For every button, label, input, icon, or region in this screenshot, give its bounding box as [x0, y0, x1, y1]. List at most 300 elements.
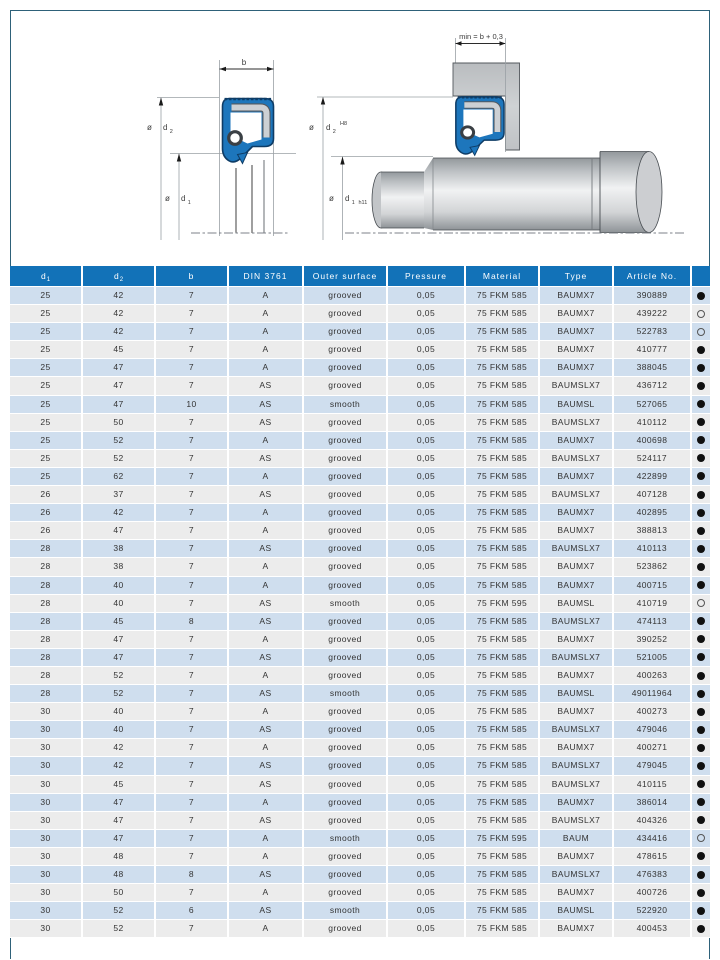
cell-availability	[692, 558, 710, 576]
cell-pressure: 0,05	[388, 721, 466, 739]
cell-d1: 25	[10, 450, 83, 468]
cell-outer-surface: grooved	[304, 414, 388, 432]
cell-availability	[692, 830, 710, 848]
col-header-pressure: Pressure	[388, 266, 466, 287]
cell-d2: 42	[83, 757, 156, 775]
cell-material: 75 FKM 585	[466, 866, 540, 884]
cell-material: 75 FKM 585	[466, 721, 540, 739]
cell-type: BAUMX7	[540, 305, 614, 323]
cell-b: 7	[156, 703, 229, 721]
cell-availability	[692, 631, 710, 649]
cell-d1: 30	[10, 721, 83, 739]
cell-pressure: 0,05	[388, 432, 466, 450]
cell-din-3761: A	[229, 577, 304, 595]
cell-pressure: 0,05	[388, 757, 466, 775]
cell-article-no: 390889	[614, 287, 692, 305]
cell-type: BAUMX7	[540, 848, 614, 866]
cell-availability	[692, 794, 710, 812]
cell-outer-surface: grooved	[304, 667, 388, 685]
cell-d2: 52	[83, 667, 156, 685]
cell-pressure: 0,05	[388, 450, 466, 468]
cell-article-no: 522920	[614, 902, 692, 920]
cell-d1: 25	[10, 468, 83, 486]
cell-article-no: 410777	[614, 341, 692, 359]
cell-d2: 40	[83, 577, 156, 595]
cell-d1: 30	[10, 739, 83, 757]
availability-dot-icon	[697, 907, 705, 915]
availability-dot-icon	[697, 545, 705, 553]
cell-type: BAUMX7	[540, 920, 614, 938]
cell-material: 75 FKM 585	[466, 757, 540, 775]
cell-d1: 25	[10, 414, 83, 432]
cell-din-3761: A	[229, 341, 304, 359]
cell-d2: 47	[83, 359, 156, 377]
cell-din-3761: A	[229, 522, 304, 540]
cell-d1: 28	[10, 649, 83, 667]
cell-b: 7	[156, 776, 229, 794]
cell-type: BAUMSLX7	[540, 486, 614, 504]
cell-din-3761: A	[229, 558, 304, 576]
cell-b: 7	[156, 305, 229, 323]
cell-material: 75 FKM 585	[466, 703, 540, 721]
cell-type: BAUMX7	[540, 577, 614, 595]
cell-article-no: 402895	[614, 504, 692, 522]
cell-d2: 40	[83, 721, 156, 739]
cell-d1: 30	[10, 812, 83, 830]
cell-availability	[692, 341, 710, 359]
col-header-d2: $d_2$	[83, 266, 156, 287]
cell-article-no: 479046	[614, 721, 692, 739]
cell-type: BAUMSL	[540, 685, 614, 703]
availability-dot-icon	[697, 780, 705, 788]
cell-b: 7	[156, 812, 229, 830]
cell-b: 7	[156, 486, 229, 504]
cell-article-no: 410719	[614, 595, 692, 613]
cell-pressure: 0,05	[388, 341, 466, 359]
col-header-type: Type	[540, 266, 614, 287]
cell-d1: 25	[10, 323, 83, 341]
cell-article-no: 410112	[614, 414, 692, 432]
col-header-availability	[692, 266, 710, 287]
cell-article-no: 524117	[614, 450, 692, 468]
cell-d2: 47	[83, 396, 156, 414]
cell-material: 75 FKM 585	[466, 396, 540, 414]
cell-availability	[692, 757, 710, 775]
cell-pressure: 0,05	[388, 920, 466, 938]
cell-outer-surface: grooved	[304, 432, 388, 450]
cell-d1: 30	[10, 920, 83, 938]
cell-b: 7	[156, 920, 229, 938]
cell-availability	[692, 812, 710, 830]
cell-material: 75 FKM 585	[466, 848, 540, 866]
table-row	[10, 486, 710, 504]
cell-outer-surface: grooved	[304, 739, 388, 757]
cell-d2: 47	[83, 830, 156, 848]
availability-dot-icon	[697, 310, 705, 318]
cell-b: 7	[156, 450, 229, 468]
availability-dot-icon	[697, 436, 705, 444]
cell-d2: 40	[83, 595, 156, 613]
cell-d2: 50	[83, 884, 156, 902]
cell-article-no: 388813	[614, 522, 692, 540]
cell-din-3761: AS	[229, 866, 304, 884]
availability-dot-icon	[697, 581, 705, 589]
cell-pressure: 0,05	[388, 649, 466, 667]
cell-pressure: 0,05	[388, 595, 466, 613]
cell-b: 7	[156, 631, 229, 649]
cell-d1: 28	[10, 558, 83, 576]
availability-dot-icon	[697, 382, 705, 390]
table-row	[10, 377, 710, 395]
cell-d2: 42	[83, 739, 156, 757]
cell-pressure: 0,05	[388, 613, 466, 631]
cell-pressure: 0,05	[388, 794, 466, 812]
cell-type: BAUMSLX7	[540, 812, 614, 830]
cell-d2: 48	[83, 848, 156, 866]
cell-din-3761: A	[229, 468, 304, 486]
table-row	[10, 848, 710, 866]
cell-d1: 30	[10, 848, 83, 866]
cell-d2: 45	[83, 341, 156, 359]
cell-b: 7	[156, 323, 229, 341]
cell-type: BAUM	[540, 830, 614, 848]
cell-din-3761: AS	[229, 450, 304, 468]
cell-din-3761: AS	[229, 649, 304, 667]
availability-dot-icon	[697, 509, 705, 517]
table-row	[10, 920, 710, 938]
cell-d2: 47	[83, 377, 156, 395]
cell-b: 7	[156, 341, 229, 359]
cell-pressure: 0,05	[388, 703, 466, 721]
availability-dot-icon	[697, 292, 705, 300]
table-row	[10, 414, 710, 432]
cell-outer-surface: grooved	[304, 522, 388, 540]
cell-type: BAUMX7	[540, 341, 614, 359]
cell-pressure: 0,05	[388, 577, 466, 595]
cell-b: 8	[156, 613, 229, 631]
cell-type: BAUMSLX7	[540, 721, 614, 739]
cell-material: 75 FKM 585	[466, 486, 540, 504]
cell-article-no: 400263	[614, 667, 692, 685]
cell-article-no: 386014	[614, 794, 692, 812]
cell-pressure: 0,05	[388, 685, 466, 703]
cell-availability	[692, 613, 710, 631]
cell-article-no: 410115	[614, 776, 692, 794]
cell-outer-surface: grooved	[304, 468, 388, 486]
cell-type: BAUMSL	[540, 902, 614, 920]
table-row	[10, 667, 710, 685]
cell-din-3761: AS	[229, 377, 304, 395]
cell-pressure: 0,05	[388, 776, 466, 794]
cell-type: BAUMX7	[540, 359, 614, 377]
cell-b: 7	[156, 649, 229, 667]
cell-outer-surface: grooved	[304, 558, 388, 576]
availability-dot-icon	[697, 798, 705, 806]
cell-availability	[692, 866, 710, 884]
cell-b: 7	[156, 830, 229, 848]
cell-din-3761: AS	[229, 812, 304, 830]
cell-d2: 47	[83, 631, 156, 649]
cell-type: BAUMX7	[540, 739, 614, 757]
cell-availability	[692, 396, 710, 414]
cell-type: BAUMSL	[540, 595, 614, 613]
availability-dot-icon	[697, 617, 705, 625]
cell-b: 7	[156, 721, 229, 739]
col-header-article-no: Article No.	[614, 266, 692, 287]
cell-outer-surface: grooved	[304, 341, 388, 359]
cell-material: 75 FKM 585	[466, 812, 540, 830]
cell-b: 7	[156, 595, 229, 613]
cell-outer-surface: grooved	[304, 884, 388, 902]
cell-type: BAUMX7	[540, 703, 614, 721]
cell-d1: 28	[10, 685, 83, 703]
cell-din-3761: A	[229, 884, 304, 902]
cell-outer-surface: grooved	[304, 757, 388, 775]
cell-availability	[692, 884, 710, 902]
cell-d1: 25	[10, 341, 83, 359]
cell-material: 75 FKM 585	[466, 920, 540, 938]
table-row	[10, 522, 710, 540]
cell-b: 7	[156, 739, 229, 757]
cell-d1: 30	[10, 830, 83, 848]
dim-label-d2-H8: ø d $_2$ $^{H8}$	[309, 121, 348, 135]
cell-d1: 28	[10, 595, 83, 613]
cell-pressure: 0,05	[388, 848, 466, 866]
cell-material: 75 FKM 585	[466, 323, 540, 341]
availability-dot-icon	[697, 563, 705, 571]
cell-material: 75 FKM 595	[466, 595, 540, 613]
cell-availability	[692, 504, 710, 522]
availability-dot-icon	[697, 762, 705, 770]
cell-outer-surface: grooved	[304, 577, 388, 595]
cell-material: 75 FKM 585	[466, 414, 540, 432]
cell-material: 75 FKM 585	[466, 287, 540, 305]
cell-type: BAUMX7	[540, 631, 614, 649]
cell-din-3761: AS	[229, 540, 304, 558]
spec-table	[10, 266, 710, 938]
cell-b: 10	[156, 396, 229, 414]
cell-pressure: 0,05	[388, 522, 466, 540]
availability-dot-icon	[697, 418, 705, 426]
dim-label-min-depth: min = b + 0,3	[459, 32, 503, 41]
cell-type: BAUMX7	[540, 504, 614, 522]
cell-d2: 47	[83, 522, 156, 540]
cell-material: 75 FKM 585	[466, 776, 540, 794]
cell-d2: 45	[83, 613, 156, 631]
cell-material: 75 FKM 585	[466, 902, 540, 920]
cell-d1: 28	[10, 631, 83, 649]
table-row	[10, 577, 710, 595]
cell-material: 75 FKM 585	[466, 649, 540, 667]
cell-article-no: 522783	[614, 323, 692, 341]
cell-b: 7	[156, 468, 229, 486]
cell-outer-surface: grooved	[304, 504, 388, 522]
cell-d2: 50	[83, 414, 156, 432]
table-row	[10, 830, 710, 848]
availability-dot-icon	[697, 653, 705, 661]
cell-type: BAUMSLX7	[540, 649, 614, 667]
cell-availability	[692, 667, 710, 685]
cell-din-3761: AS	[229, 721, 304, 739]
cell-d2: 52	[83, 432, 156, 450]
cell-type: BAUMX7	[540, 432, 614, 450]
cell-material: 75 FKM 585	[466, 504, 540, 522]
availability-dot-icon	[697, 708, 705, 716]
cell-article-no: 400273	[614, 703, 692, 721]
cell-availability	[692, 540, 710, 558]
cell-outer-surface: grooved	[304, 812, 388, 830]
cell-availability	[692, 323, 710, 341]
cell-article-no: 400271	[614, 739, 692, 757]
cell-d1: 26	[10, 522, 83, 540]
cell-d1: 25	[10, 396, 83, 414]
cell-pressure: 0,05	[388, 812, 466, 830]
cell-article-no: 400726	[614, 884, 692, 902]
cell-pressure: 0,05	[388, 305, 466, 323]
cell-outer-surface: grooved	[304, 703, 388, 721]
cell-din-3761: A	[229, 794, 304, 812]
availability-dot-icon	[697, 328, 705, 336]
availability-dot-icon	[697, 599, 705, 607]
cell-d1: 26	[10, 504, 83, 522]
table-row	[10, 794, 710, 812]
cell-outer-surface: grooved	[304, 359, 388, 377]
cell-type: BAUMSLX7	[540, 613, 614, 631]
cell-din-3761: A	[229, 305, 304, 323]
availability-dot-icon	[697, 491, 705, 499]
cell-material: 75 FKM 585	[466, 667, 540, 685]
cell-d2: 40	[83, 703, 156, 721]
cell-outer-surface: smooth	[304, 396, 388, 414]
cell-outer-surface: grooved	[304, 721, 388, 739]
cell-b: 7	[156, 522, 229, 540]
cell-article-no: 527065	[614, 396, 692, 414]
cell-availability	[692, 305, 710, 323]
cell-material: 75 FKM 585	[466, 884, 540, 902]
cell-din-3761: AS	[229, 613, 304, 631]
table-row	[10, 902, 710, 920]
cell-outer-surface: smooth	[304, 902, 388, 920]
cell-din-3761: A	[229, 667, 304, 685]
table-row	[10, 685, 710, 703]
cell-d1: 26	[10, 486, 83, 504]
seal-installation-diagram	[309, 32, 686, 240]
cell-availability	[692, 703, 710, 721]
cell-availability	[692, 685, 710, 703]
cell-outer-surface: grooved	[304, 866, 388, 884]
cell-article-no: 523862	[614, 558, 692, 576]
cell-availability	[692, 432, 710, 450]
cell-b: 7	[156, 558, 229, 576]
cell-pressure: 0,05	[388, 902, 466, 920]
cell-d1: 28	[10, 667, 83, 685]
cell-article-no: 404326	[614, 812, 692, 830]
table-row	[10, 595, 710, 613]
cell-availability	[692, 486, 710, 504]
table-row	[10, 776, 710, 794]
cell-b: 7	[156, 377, 229, 395]
cell-d2: 48	[83, 866, 156, 884]
cell-pressure: 0,05	[388, 377, 466, 395]
cell-din-3761: A	[229, 739, 304, 757]
cell-d2: 38	[83, 558, 156, 576]
cell-b: 6	[156, 902, 229, 920]
availability-dot-icon	[697, 527, 705, 535]
cell-material: 75 FKM 585	[466, 468, 540, 486]
cell-article-no: 434416	[614, 830, 692, 848]
table-row	[10, 812, 710, 830]
cell-article-no: 478615	[614, 848, 692, 866]
cell-availability	[692, 848, 710, 866]
cell-outer-surface: grooved	[304, 794, 388, 812]
cell-din-3761: AS	[229, 902, 304, 920]
cell-pressure: 0,05	[388, 884, 466, 902]
cell-d1: 28	[10, 577, 83, 595]
table-row	[10, 739, 710, 757]
cell-din-3761: AS	[229, 414, 304, 432]
cell-d2: 38	[83, 540, 156, 558]
cell-availability	[692, 522, 710, 540]
cell-b: 7	[156, 414, 229, 432]
availability-dot-icon	[697, 925, 705, 933]
cell-d2: 47	[83, 649, 156, 667]
cell-din-3761: AS	[229, 595, 304, 613]
cell-article-no: 388045	[614, 359, 692, 377]
cell-d2: 62	[83, 468, 156, 486]
cell-article-no: 410113	[614, 540, 692, 558]
cell-type: BAUMSLX7	[540, 540, 614, 558]
cell-availability	[692, 414, 710, 432]
cell-outer-surface: grooved	[304, 377, 388, 395]
cell-material: 75 FKM 585	[466, 450, 540, 468]
cell-outer-surface: smooth	[304, 830, 388, 848]
cell-din-3761: A	[229, 287, 304, 305]
availability-dot-icon	[697, 834, 705, 842]
cell-d1: 30	[10, 866, 83, 884]
cell-pressure: 0,05	[388, 540, 466, 558]
table-row	[10, 504, 710, 522]
cell-d2: 47	[83, 812, 156, 830]
cell-availability	[692, 450, 710, 468]
cell-material: 75 FKM 585	[466, 305, 540, 323]
table-row	[10, 757, 710, 775]
cell-b: 7	[156, 287, 229, 305]
col-header-d1: $d_1$	[10, 266, 83, 287]
dim-label-d1: ø d $_1$	[165, 194, 191, 206]
cell-type: BAUMSL	[540, 396, 614, 414]
cell-availability	[692, 902, 710, 920]
cell-outer-surface: grooved	[304, 540, 388, 558]
cell-outer-surface: grooved	[304, 631, 388, 649]
cell-availability	[692, 595, 710, 613]
availability-dot-icon	[697, 346, 705, 354]
cell-din-3761: A	[229, 848, 304, 866]
table-row	[10, 359, 710, 377]
cell-material: 75 FKM 585	[466, 540, 540, 558]
cell-outer-surface: grooved	[304, 450, 388, 468]
cell-b: 7	[156, 359, 229, 377]
cell-type: BAUMX7	[540, 884, 614, 902]
cell-outer-surface: grooved	[304, 486, 388, 504]
cell-din-3761: AS	[229, 685, 304, 703]
availability-dot-icon	[697, 690, 705, 698]
cell-pressure: 0,05	[388, 359, 466, 377]
cell-d2: 42	[83, 305, 156, 323]
cell-type: BAUMSLX7	[540, 450, 614, 468]
cell-type: BAUMSLX7	[540, 776, 614, 794]
cell-type: BAUMSLX7	[540, 866, 614, 884]
cell-article-no: 479045	[614, 757, 692, 775]
